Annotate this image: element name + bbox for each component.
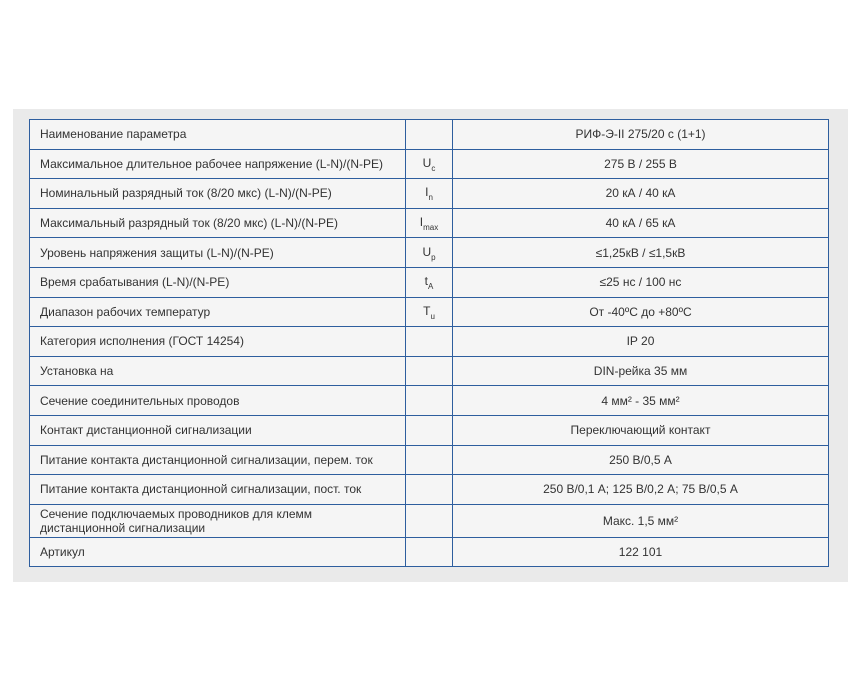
parameter-symbol — [406, 120, 453, 150]
parameter-value: 4 мм² - 35 мм² — [453, 386, 829, 416]
parameter-value: РИФ-Э-II 275/20 с (1+1) — [453, 120, 829, 150]
table-row — [30, 297, 829, 327]
table-row — [30, 149, 829, 179]
parameter-name: Категория исполнения (ГОСТ 14254) — [30, 327, 406, 357]
parameter-name: Диапазон рабочих температур — [30, 297, 406, 327]
parameter-symbol — [406, 475, 453, 505]
parameter-name: Номинальный разрядный ток (8/20 мкс) (L-N)/(N-PE) — [30, 179, 406, 209]
parameter-symbol — [406, 267, 453, 297]
parameter-symbol — [406, 415, 453, 445]
parameter-symbol — [406, 208, 453, 238]
parameter-value: ≤25 нс / 100 нс — [453, 267, 829, 297]
symbol-letter: t — [424, 274, 428, 289]
parameter-name: Наименование параметра — [30, 120, 406, 150]
parameter-symbol — [406, 537, 453, 567]
table-row — [30, 475, 829, 505]
parameter-value: 250 В/0,5 А — [453, 445, 829, 475]
table-row — [30, 327, 829, 357]
parameter-name: Сечение соединительных проводов — [30, 386, 406, 416]
parameter-symbol — [406, 238, 453, 268]
symbol-subscript: u — [430, 311, 435, 321]
table-row — [30, 445, 829, 475]
table-row — [30, 120, 829, 150]
symbol-subscript: p — [431, 252, 436, 262]
parameter-value: 275 В / 255 В — [453, 149, 829, 179]
table-row — [30, 179, 829, 209]
parameter-symbol — [406, 356, 453, 386]
table-row — [30, 504, 829, 537]
symbol-letter: U — [422, 244, 432, 259]
parameter-symbol — [406, 504, 453, 537]
parameter-symbol — [406, 149, 453, 179]
parameter-name: Питание контакта дистанционной сигнализации, пост. ток — [30, 475, 406, 505]
specifications-table — [29, 119, 829, 567]
parameter-value: 122 101 — [453, 537, 829, 567]
symbol-letter: I — [425, 185, 429, 200]
symbol-subscript: n — [428, 193, 433, 203]
symbol-subscript: c — [431, 163, 436, 173]
table-row — [30, 537, 829, 567]
symbol-subscript: A — [428, 282, 434, 292]
parameter-symbol — [406, 179, 453, 209]
parameter-value: IP 20 — [453, 327, 829, 357]
parameter-name: Максимальное длительное рабочее напряжение (L-N)/(N-PE) — [30, 149, 406, 179]
parameter-value: 40 кА / 65 кА — [453, 208, 829, 238]
parameter-value: ≤1,25кВ / ≤1,5кВ — [453, 238, 829, 268]
parameter-symbol — [406, 386, 453, 416]
parameter-name: Уровень напряжения защиты (L-N)/(N-PE) — [30, 238, 406, 268]
table-row — [30, 238, 829, 268]
table-row — [30, 356, 829, 386]
table-row — [30, 415, 829, 445]
parameter-value: DIN-рейка 35 мм — [453, 356, 829, 386]
parameter-value: Переключающий контакт — [453, 415, 829, 445]
table-row — [30, 267, 829, 297]
symbol-subscript: max — [423, 223, 439, 233]
parameter-symbol — [406, 327, 453, 357]
parameter-name: Время срабатывания (L-N)/(N-PE) — [30, 267, 406, 297]
parameter-value: Макс. 1,5 мм² — [453, 504, 829, 537]
table-row — [30, 386, 829, 416]
table-row — [30, 208, 829, 238]
parameter-symbol — [406, 445, 453, 475]
parameter-value: От -40ºC до +80ºC — [453, 297, 829, 327]
parameter-name: Контакт дистанционной сигнализации — [30, 415, 406, 445]
symbol-letter: U — [422, 155, 432, 170]
parameter-name: Установка на — [30, 356, 406, 386]
parameter-name: Максимальный разрядный ток (8/20 мкс) (L-N)/(N-PE) — [30, 208, 406, 238]
parameter-name: Питание контакта дистанционной сигнализации, перем. ток — [30, 445, 406, 475]
parameter-symbol — [406, 297, 453, 327]
parameter-name: Сечение подключаемых проводников для клемм дистанционной сигнализации — [30, 504, 406, 537]
parameter-value: 20 кА / 40 кА — [453, 179, 829, 209]
parameter-name: Артикул — [30, 537, 406, 567]
symbol-letter: T — [423, 303, 431, 318]
parameter-value: 250 В/0,1 А; 125 В/0,2 А; 75 В/0,5 А — [453, 475, 829, 505]
symbol-letter: I — [419, 215, 424, 230]
